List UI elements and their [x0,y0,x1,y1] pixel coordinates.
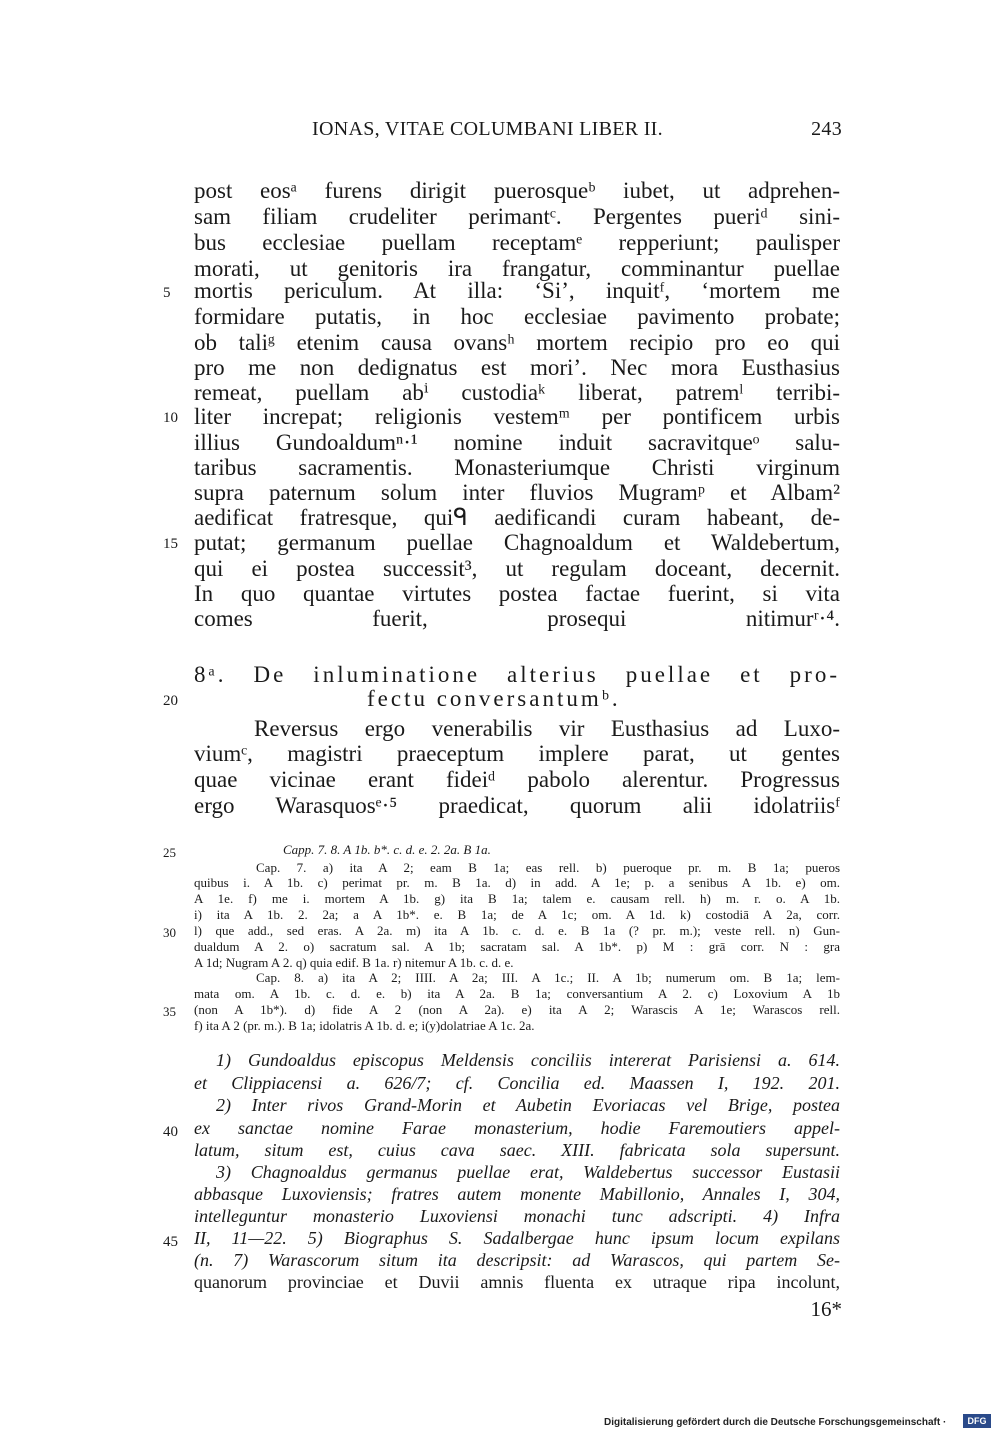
body-line: qui ei postea successit³, ut regulam doceant, decernit. [194,556,840,581]
line-number: 30 [163,925,176,940]
page-number: 243 [811,118,842,140]
body-line: Reversus ergo venerabilis vir Eusthasius ad Luxo- [254,716,840,741]
body-line: In quo quantae virtutes postea factae fuerint, si vita [194,581,840,606]
apparatus-line: i) ita A 1b. 2. 2a; a A 1b*. e. B 1a; de A 1c; om. A 1d. k) costodiā A 2a, corr. [194,907,840,922]
line-number: 15 [163,536,178,552]
chapter-heading-line2: fectu conversantumᵇ. [367,686,621,711]
line-number: 35 [163,1004,176,1019]
line-number: 45 [163,1234,178,1250]
body-line: putat; germanum puellae Chagnoaldum et Waldebertum, [194,530,840,555]
body-line: liter increpat; religionis vestemᵐ per pontificem urbis [194,404,840,429]
body-line: post eosᵃ furens dirigit puerosqueᵇ iubet, ut adprehen- [194,178,840,203]
apparatus-line: Cap. 8. a) ita A 2; IIII. A 2a; III. A 1c.; II. A 1b; numerum om. B 1a; lem- [256,970,840,985]
body-line: pro me non dedignatus est mori’. Nec mora Eusthasius [194,355,840,380]
body-line: ob taliᵍ etenim causa ovansʰ mortem recipio pro eo qui [194,330,840,355]
footnote-line: abbasque Luxoviensis; fratres autem monente Mabillonio, Annales I, 304, [194,1184,840,1204]
apparatus-line: f) ita A 2 (pr. m.). B 1a; idolatris A 1b. d. e; i(y)dolatriae A 1c. 2a. [194,1018,535,1033]
footnote-line: et Clippiacensi a. 626/7; cf. Concilia ed. Maassen I, 192. 201. [194,1073,840,1093]
signature-mark: 16* [810,1297,842,1321]
footnote-line: ex sanctae nomine Farae monasterium, hodie Faremoutiers appel- [194,1118,840,1138]
body-line: supra paternum solum inter fluvios Mugramᵖ et Albam² [194,480,840,505]
body-line: remeat, puellam abⁱ custodiaᵏ liberat, patremˡ terribi- [194,380,840,405]
body-line: illius Gundoaldumⁿ·¹ nomine induit sacravitqueᵒ salu- [194,430,840,455]
body-line: taribus sacramentis. Monasteriumque Christi virginum [194,455,840,480]
body-line: quae vicinae erant fideiᵈ pabolo alerentur. Progressus [194,767,840,792]
body-line: bus ecclesiae puellam receptamᵉ repperiunt; paulisper [194,230,840,255]
digitization-credit: Digitalisierung gefördert durch die Deutsche Forschungsgemeinschaft · [604,1417,947,1428]
body-line: mortis periculum. At illa: ‘Si’, inquitᶠ, ‘mortem me [194,278,840,303]
footnote-line: 1) Gundoaldus episcopus Meldensis conciliis intererat Parisiensi a. 614. [216,1050,840,1070]
body-line: morati, ut genitoris ira frangatur, comminantur puellae [194,256,840,281]
footnote-line: intelleguntur monasterio Luxoviensi monachi tunc adscripti. 4) Infra [194,1206,840,1226]
body-line: formidare putatis, in hoc ecclesiae pavimento probate; [194,304,840,329]
apparatus-line: l) que add., sed eras. A 2a. m) ita A 1b. c. d. e. B 1a (? pr. m.); veste rell. n) Gun- [194,923,840,938]
footnote-line: latum, situm est, cuius cava saec. XIII. fabricata sola supersunt. [194,1140,840,1160]
apparatus-line: Capp. 7. 8. A 1b. b*. c. d. e. 2. 2a. B 1a. [283,842,491,857]
body-line: ergo Warasquosᵉ·⁵ praedicat, quorum alii idolatriisᶠ [194,793,840,818]
line-number: 20 [163,693,178,709]
chapter-heading: 8ᵃ. De inluminatione alterius puellae et pro- [194,662,840,687]
footnote-line: 3) Chagnoaldus germanus puellae erat, Waldebertus successor Eustasii [216,1162,840,1182]
line-number: 5 [163,285,171,301]
apparatus-line: mata om. A 1b. c. d. e. b) ita A 2a. B 1a; conversantium A 2. c) Loxovium A 1b [194,986,840,1001]
running-title: IONAS, VITAE COLUMBANI LIBER II. [312,118,663,140]
apparatus-line: A 1e. f) me i. mortem A 1b. g) ita B 1a; talem e. causam rell. h) m. r. o. A 1b. [194,891,840,906]
line-number: 40 [163,1124,178,1140]
footnote-line: (n. 7) Warascorum situm ita descripsit: ad Warascos, qui partem Se- [194,1250,840,1270]
apparatus-line: A 1d; Nugram A 2. q) quia edif. B 1a. r) nitemur A 1b. c. d. e. [194,955,514,970]
footnote-line: II, 11—22. 5) Biographus S. Sadalbergae hunc ipsum locum expilans [194,1228,840,1248]
footnote-line: quanorum provinciae et Duvii amnis fluenta ex utraque ripa incolunt, [194,1272,840,1292]
apparatus-line: Cap. 7. a) ita A 2; eam B 1a; eas rell. b) pueroque pr. m. B 1a; pueros [256,860,840,875]
footnote-line: 2) Inter rivos Grand-Morin et Aubetin Evoriacas vel Brige, postea [216,1095,840,1115]
body-line: aedificat fratresque, quiᑫ aedificandi curam habeant, de- [194,505,840,530]
line-number: 25 [163,845,176,860]
body-line: comes fuerit, prosequi nitimurʳ·⁴. [194,606,840,631]
body-line: viumᶜ, magistri praeceptum implere parat, ut gentes [194,741,840,766]
dfg-logo-icon: DFG [963,1414,991,1428]
apparatus-line: dualdum A 2. o) sacratum sal. A 1b; sacratam sal. A 1b*. p) M : grā corr. N : gra [194,939,840,954]
apparatus-line: quibus i. A 1b. c) perimat pr. m. B 1a. d) in add. A 1e; p. a senibus A 1b. e) om. [194,875,840,890]
line-number: 10 [163,410,178,426]
apparatus-line: (non A 1b*). d) fide A 2 (non A 2a). e) ita A 2; Warascis A 1e; Warascos rell. [194,1002,840,1017]
body-line: sam filiam crudeliter perimantᶜ. Pergentes pueriᵈ sini- [194,204,840,229]
